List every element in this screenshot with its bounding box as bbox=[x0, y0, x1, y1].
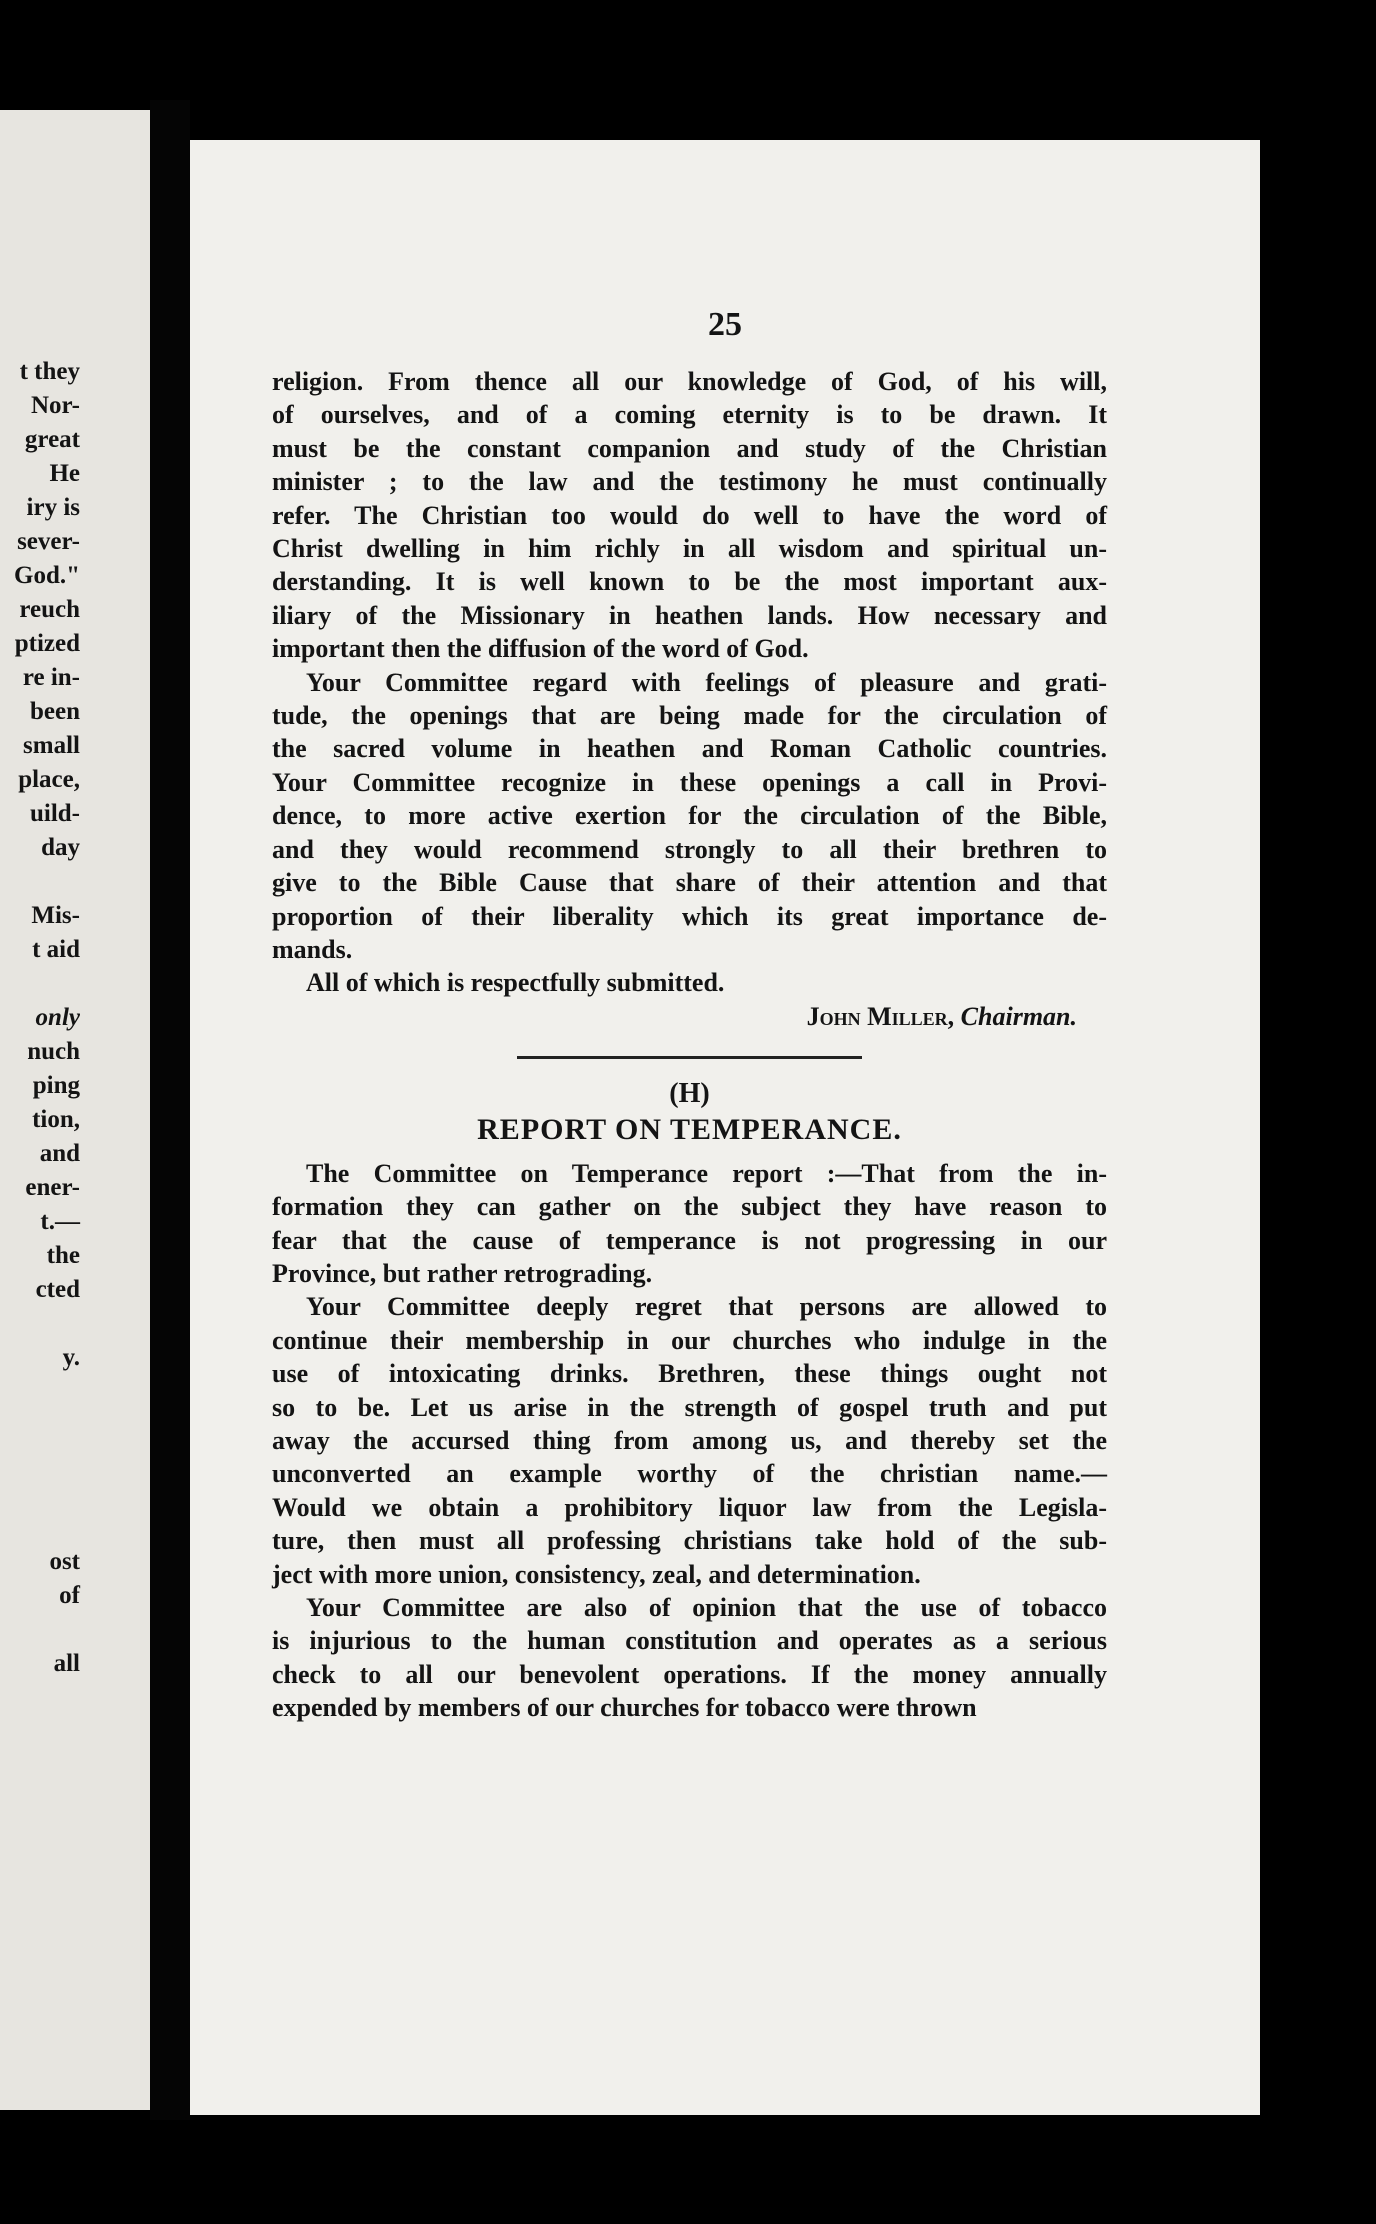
page-body bbox=[272, 365, 1107, 1725]
text-line: check to all our benevolent operations. If the money annually bbox=[272, 1659, 1107, 1689]
text-line: mands. bbox=[272, 934, 353, 964]
text-line: minister ; to the law and the testimony he must continually bbox=[272, 467, 1107, 497]
facing-page-text bbox=[0, 355, 80, 1681]
text-line: formation they can gather on the subject they have reason to bbox=[272, 1192, 1107, 1222]
text-line: Province, but rather retrograding. bbox=[272, 1258, 653, 1288]
facing-page-fragment: y. bbox=[62, 1344, 80, 1371]
signature-title: Chairman. bbox=[960, 1001, 1077, 1031]
facing-page-fragment bbox=[0, 1409, 80, 1443]
facing-page-fragment: t aid bbox=[32, 936, 80, 963]
facing-page-fragment: He bbox=[49, 460, 80, 487]
signature-name: John Miller, bbox=[806, 1001, 955, 1031]
facing-page-fragment bbox=[0, 1511, 80, 1545]
facing-page-fragment: sever- bbox=[17, 528, 80, 555]
facing-page-fragment: and bbox=[39, 1140, 80, 1167]
text-line: Would we obtain a prohibitory liquor law from the Legisla- bbox=[272, 1492, 1107, 1522]
facing-page-fragment: nuch bbox=[27, 1038, 80, 1065]
facing-page-fragment: ost bbox=[49, 1548, 80, 1575]
text-line: Christ dwelling in him richly in all wisdom and spiritual un- bbox=[272, 534, 1107, 564]
facing-page-fragment bbox=[0, 1613, 80, 1647]
text-line: and they would recommend strongly to all their brethren to bbox=[272, 834, 1107, 864]
facing-page-fragment: been bbox=[30, 698, 80, 725]
page-number: 25 bbox=[708, 306, 742, 343]
facing-page-fragment: tion, bbox=[32, 1106, 80, 1133]
closing-line: All of which is respectfully submitted. bbox=[306, 968, 725, 998]
facing-page-fragment bbox=[0, 1443, 80, 1477]
facing-page-fragment bbox=[0, 865, 80, 899]
signature bbox=[272, 1000, 1107, 1034]
paragraph-tobacco bbox=[272, 1591, 1107, 1725]
facing-page-fragment bbox=[0, 967, 80, 1001]
facing-page-fragment: place, bbox=[18, 766, 80, 793]
section-label: (H) bbox=[669, 1077, 710, 1109]
facing-page-fragment: Nor- bbox=[30, 392, 80, 419]
text-line: continue their membership in our churches who indulge in the bbox=[272, 1325, 1107, 1355]
paragraph-temperance-regret bbox=[272, 1290, 1107, 1591]
facing-page-fragment: of bbox=[59, 1582, 80, 1609]
section-divider bbox=[517, 1056, 862, 1059]
facing-page-fragment: great bbox=[24, 426, 80, 453]
text-line: tude, the openings that are being made for the circulation of bbox=[272, 701, 1107, 731]
text-line: the sacred volume in heathen and Roman Catholic countries. bbox=[272, 734, 1107, 764]
facing-page-fragment: all bbox=[53, 1650, 80, 1677]
paragraph-bible-openings bbox=[272, 666, 1107, 967]
text-line: ture, then must all professing christians take hold of the sub- bbox=[272, 1526, 1107, 1556]
facing-page-fragment: cted bbox=[35, 1276, 80, 1303]
facing-page-fragment: small bbox=[23, 732, 80, 759]
text-line: is injurious to the human constitution and operates as a serious bbox=[272, 1626, 1107, 1656]
text-line: use of intoxicating drinks. Brethren, these things ought not bbox=[272, 1359, 1107, 1389]
text-line: expended by members of our churches for tobacco were thrown bbox=[272, 1693, 977, 1723]
facing-page-fragment: uild- bbox=[29, 800, 80, 827]
text-line: derstanding. It is well known to be the most important aux- bbox=[272, 567, 1107, 597]
facing-page-fragment: ener- bbox=[25, 1174, 80, 1201]
text-line: fear that the cause of temperance is not progressing in our bbox=[272, 1225, 1107, 1255]
text-line: important then the diffusion of the word of God. bbox=[272, 634, 809, 664]
text-line: so to be. Let us arise in the strength of gospel truth and put bbox=[272, 1392, 1107, 1422]
facing-page-fragment: the bbox=[46, 1242, 80, 1269]
text-line: proportion of their liberality which its great importance de- bbox=[272, 901, 1107, 931]
text-line: refer. The Christian too would do well to have the word of bbox=[272, 500, 1107, 530]
section-title: REPORT ON TEMPERANCE. bbox=[477, 1112, 902, 1146]
text-line: religion. From thence all our knowledge of God, of his will, bbox=[272, 367, 1107, 396]
text-line: away the accursed thing from among us, and thereby set the bbox=[272, 1425, 1107, 1455]
book-page bbox=[190, 140, 1260, 2115]
facing-page-fragment: God." bbox=[14, 562, 80, 589]
text-line: The Committee on Temperance report :—That from the in- bbox=[306, 1158, 1107, 1188]
facing-page-fragment: reuch bbox=[19, 596, 80, 623]
facing-page-fragment: re in- bbox=[22, 664, 80, 691]
text-line: give to the Bible Cause that share of their attention and that bbox=[272, 868, 1107, 898]
facing-page-fragment bbox=[0, 1375, 80, 1409]
paragraph-bible-importance bbox=[272, 365, 1107, 666]
facing-page-fragment: t they bbox=[19, 358, 80, 385]
text-line: Your Committee regard with feelings of pleasure and grati- bbox=[306, 667, 1107, 697]
text-line: of ourselves, and of a coming eternity is to be drawn. It bbox=[272, 400, 1107, 430]
text-line: Your Committee deeply regret that persons are allowed to bbox=[306, 1292, 1107, 1322]
facing-page-fragment: iry is bbox=[26, 494, 80, 521]
facing-page-fragment: Mis- bbox=[31, 902, 80, 929]
text-line: Your Committee are also of opinion that the use of tobacco bbox=[306, 1593, 1107, 1622]
facing-page-fragment: ptized bbox=[14, 630, 80, 657]
text-line: dence, to more active exertion for the circulation of the Bible, bbox=[272, 801, 1107, 831]
facing-page bbox=[0, 110, 150, 2110]
facing-page-fragment: ping bbox=[32, 1072, 80, 1099]
text-line: Your Committee recognize in these openings a call in Provi- bbox=[272, 767, 1107, 797]
text-line: ject with more union, consistency, zeal, and determination. bbox=[272, 1559, 921, 1589]
facing-page-fragment bbox=[0, 1307, 80, 1341]
text-line: must be the constant companion and study of the Christian bbox=[272, 433, 1107, 463]
paragraph-temperance-report bbox=[272, 1157, 1107, 1291]
facing-page-fragment: t.— bbox=[40, 1208, 80, 1235]
text-line: unconverted an example worthy of the christian name.— bbox=[272, 1459, 1107, 1489]
facing-page-fragment: day bbox=[41, 834, 80, 861]
book-gutter bbox=[150, 100, 190, 2120]
text-line: iliary of the Missionary in heathen lands. How necessary and bbox=[272, 600, 1107, 630]
facing-page-fragment: only bbox=[35, 1004, 80, 1031]
facing-page-fragment bbox=[0, 1477, 80, 1511]
